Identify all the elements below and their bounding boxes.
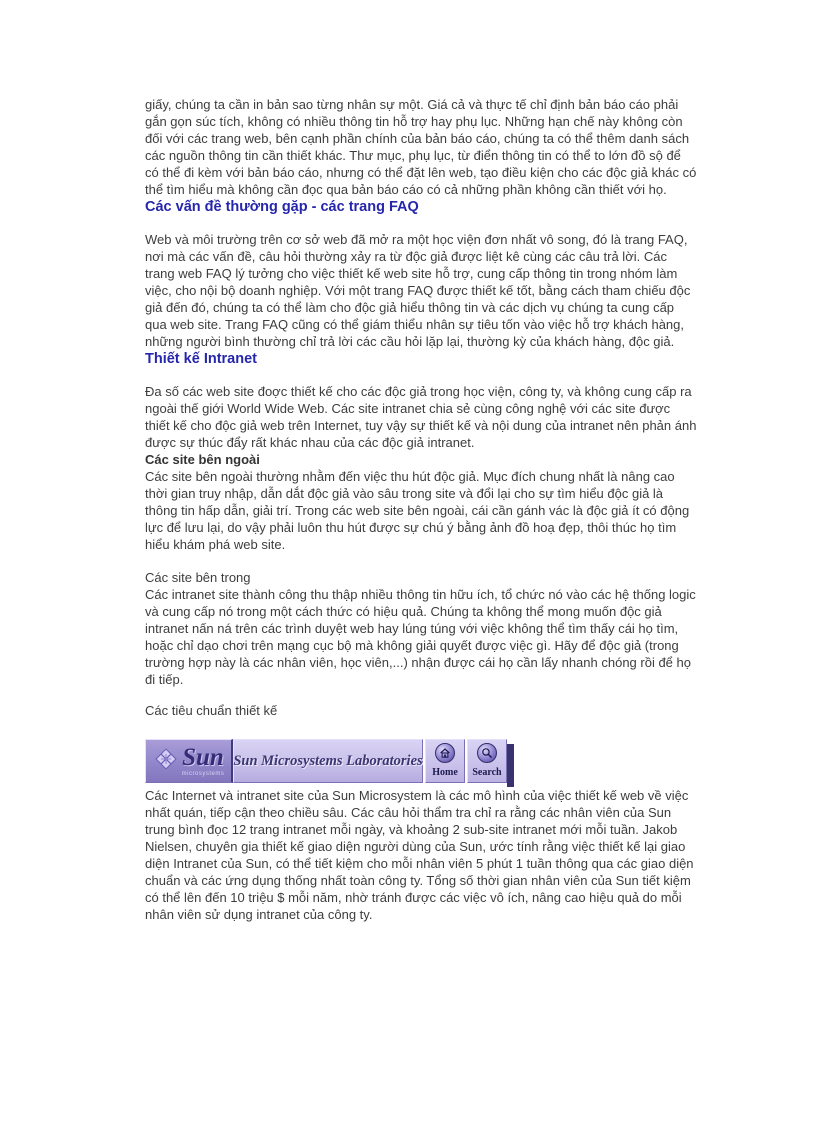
paragraph-external-sites: Các site bên ngoài thường nhằm đến việc thu hút độc giả. Mục đích chung nhất là nâng cao thời gian truy nhập, dẫn dắt độc giả vào sâu trong site và đổi lại cho sự tìm hiểu độc giả là thông tin hấp dẫn, giải trí. Trong các web site bên ngoài, cái cần gánh vác là độc giả ít có động lực để lưu lại, do vậy phải luôn thu hút được sự chú ý bằng ảnh đồ hoạ đẹp, thôi thúc họ tìm hiểu khám phá web site. <box>145 469 690 552</box>
search-button-label: Search <box>472 767 502 778</box>
paragraph-internal-sites: Các intranet site thành công thu thập nhiều thông tin hữu ích, tổ chức nó vào các hệ thống logic và cung cấp nó trong một cách thức có hiệu quả. Chúng ta không thể mong muốn độc giả intranet nấn ná trên các trình duyệt web hay lúng túng với việc không thể tìm thấy cái họ tìm, hoặc chỉ dạo chơi trên mạng cục bộ mà không giải quyết được việc gì. Hãy để độc giả (trong trường hợp này là các nhân viên, học viên,...) nhận được cái họ cần lấy nhanh chóng rồi để họ đi tiếp. <box>145 587 696 687</box>
sun-diamond-logo-icon <box>153 746 179 776</box>
banner-title: Sun Microsystems Laboratories <box>233 752 423 769</box>
paragraph-faq: Web và môi trường trên cơ sở web đã mở ra một học viện đơn nhất vô song, đó là trang FAQ, nơi mà các vấn đề, câu hỏi thường xảy ra từ độc giả được liệt kê cùng các câu trả lời. Các trang web FAQ lý tưởng cho việc thiết kế web site hỗ trợ, cung cấp thông tin trong nhóm làm việc, cho nội bộ doanh nghiệp. Với một trang FAQ được thiết kế tốt, bằng cách tham chiếu độc giả đến đó, chúng ta có thể làm cho độc giả hiểu thông tin và các dịch vụ chúng ta cung cấp qua web site. Trang FAQ cũng có thể giám thiểu nhân sự tiêu tốn vào việc hỗ trợ khách hàng, những người bình thường chỉ trả lời các cầu hỏi lặp lại, thường kỳ của khách hàng, độc giả. <box>145 232 691 349</box>
sun-banner-image <box>145 739 507 783</box>
home-icon <box>435 743 455 763</box>
sun-logotype <box>182 745 225 777</box>
paragraph-report-print: giấy, chúng ta cần in bản sao từng nhân sự một. Giá cả và thực tế chỉ định bản báo cáo phải gắn gọn súc tích, không có nhiều thông tin hỗ trợ hay phụ lục. Những hạn chế này không còn đối với các trang web, bên cạnh phần chính của bản báo cáo, chúng ta có thể thêm danh sách các nguồn thông tin cần thiết khác. Thư mục, phụ lục, từ điển thông tin có thể to lớn đồ sộ để có thể đi kèm với bản báo cáo, nhưng có thể đặt lên web, tạo điều kiện cho các độc giả khác có thể tìm hiểu mà không cần đọc qua bản báo cáo có cả những phần không cần thiết với họ. <box>145 97 697 197</box>
banner-drop-shadow <box>507 744 514 787</box>
subheading-external-sites: Các site bên ngoài <box>145 452 260 467</box>
search-button[interactable] <box>467 739 507 783</box>
home-button-label: Home <box>432 767 458 778</box>
sun-logo-tile <box>145 739 233 783</box>
heading-faq: Các vấn đề thường gặp - các trang FAQ <box>145 199 419 215</box>
document-page <box>145 96 697 923</box>
banner-title-tile <box>233 739 423 783</box>
paragraph-intranet-intro: Đa số các web site đoợc thiết kế cho các độc giả trong học viện, công ty, và không cung cấp ra ngoài thế giới World Wide Web. Các site intranet chia sẻ cùng công nghệ với các site được thiết kế cho độc giả web trên Internet, tuy vậy sự thiết kế và nội dung của intranet nên phản ánh được sự thúc đẩy rất khác nhau của các độc giả intranet. <box>145 384 697 450</box>
line-design-standards: Các tiêu chuẩn thiết kế <box>145 703 278 718</box>
heading-intranet-design: Thiết kế Intranet <box>145 351 257 367</box>
search-icon <box>477 743 497 763</box>
sun-logotype-text: Sun <box>182 744 224 771</box>
sun-logotype-subtext: microsystems <box>181 771 225 777</box>
subheading-internal-sites: Các site bên trong <box>145 570 251 585</box>
section-external-sites <box>145 451 697 553</box>
home-button[interactable] <box>425 739 465 783</box>
paragraph-sun-case-study: Các Internet và intranet site của Sun Microsystem là các mô hình của việc thiết kế web về việc nhất quán, tiếp cận theo chiều sâu. Các câu hỏi thẩm tra chỉ ra rằng các nhân viên của Sun trung bình đọc 12 trang intranet mỗi ngày, và khoảng 2 sub-site intranet mới mỗi tuần. Jakob Nielsen, chuyên gia thiết kế giao diện người dùng của Sun, ước tính rằng việc thiết kế lại giao diện Intranet của Sun, có thể tiết kiệm cho mỗi nhân viên 5 phút 1 tuần thông qua các giao diện chuẩn và các ứng dụng thống nhất toàn công ty. Tổng số thời gian nhân viên của Sun tiết kiệm có thể lên đến 10 triệu $ mỗi năm, nhờ tránh được các việc vô ích, nâng cao hiệu quả do mỗi nhân viên sử dụng intranet của công ty. <box>145 788 694 922</box>
section-internal-sites <box>145 569 697 688</box>
